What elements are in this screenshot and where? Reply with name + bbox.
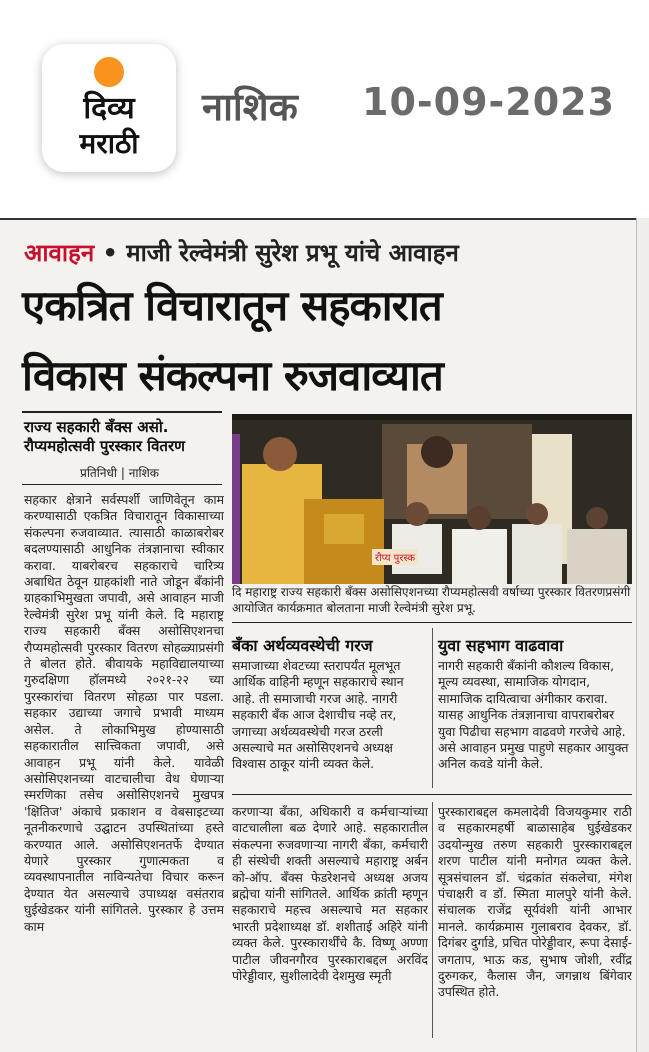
divya-marathi-logo	[42, 44, 176, 172]
body-column-2: करणाऱ्या बँका, अधिकारी व कर्मचाऱ्यांच्या वाटचालीला बळ देणारे आहे. सहकारातील संकल्पना रुजवणाऱ्या नागरी बँका, कर्मचारी ही संस्थेची शक्ती असल्याचे महाराष्ट्र अर्बन को-ऑप. बँक्स फेडरेशनचे अध्यक्ष अजय ब्रह्मेचा यांनी सांगितले. आर्थिक क्रांती म्हणून सहकाराचे महत्त्व असल्याचे मत सहकार भारती प्रदेशाध्यक्ष डॉ. शशीताई अहिरे यांनी व्यक्त केले. पुरस्कारार्थींचे कै. विष्णू अण्णा पाटील जीवनगौरव पुरस्काराबद्दल अरविंद पोरेड्डीवार, सुशीलादेवी देशमुख स्मृती	[232, 804, 428, 984]
subheading-1: बँका अर्थव्यवस्थेची गरज	[232, 636, 373, 655]
body-column-1: सहकार क्षेत्राने सर्वस्पर्शी जाणिवेतून काम करण्यासाठी एकत्रित विचारातून विकासाच्या संकल्पना रुजवाव्यात. त्यासाठी काळाबरोबर बदलण्यासाठी आधुनिक तंत्रज्ञानाचा स्वीकार करावा. याबरोबरच सहकाराचे चारित्र्य अबाधित ठेवून ग्राहकांशी नाते जोडून बँकांनी ग्राहकाभिमुखता जपावी, असे आवाहन माजी रेल्वेमंत्री सुरेश प्रभू यांनी केले. दि महाराष्ट्र राज्य सहकारी बँक्स असोसिएशनचा रौप्यमहोत्सवी पुरस्कार वितरण सोहळ्याप्रसंगी ते बोलत होते. बीवायके महाविद्यालयाच्या गुरुदक्षिणा हॉलमध्ये २०२१-२२ च्या पुरस्कारांचा वितरण सोहळा पार पडला. सहकार उद्याच्या जगाचे प्रभावी माध्यम असेल. ते लोकाभिमुख होण्यासाठी सहकारातील सात्त्विकता जपावी, असे आवाहन प्रभू यांनी केले. यावेळी असोसिएशनच्या वाटचालीचा वेध घेणाऱ्या स्मरणिका तसेच असोसिएशनचे मुखपत्र 'क्षितिज' अंकाचे प्रकाशन व वेबसाइटच्या नूतनीकरणाचे उद्घाटन उपस्थितांच्या हस्ते करण्यात आले. असोसिएशनतर्फे देण्यात येणारे पुरस्कार गुणात्मकता व व्यवस्थापनातील नाविन्यतेचा विचार करून देण्यात येत असल्याचे उपाध्यक्ष वसंतराव घुईखेडकर यांनी सांगितले. पुरस्कार हे उत्तम काम	[24, 492, 224, 934]
photo-caption: दि महाराष्ट्र राज्य सहकारी बँक्स असोसिएशनच्या रौप्यमहोत्सवी वर्षाच्या पुरस्कार वितरणप्रसंगी आयोजित कार्यक्रमात बोलताना माजी रेल्वेमंत्री सुरेश प्रभू.	[232, 585, 631, 615]
newspaper-clipping	[0, 218, 649, 1052]
divider	[232, 622, 632, 623]
divider	[232, 794, 632, 795]
logo-text-line2: मराठी	[79, 127, 139, 160]
divider	[22, 411, 222, 413]
edition-date: 10-09-2023	[362, 80, 616, 124]
clipping-header	[0, 0, 649, 218]
photo-illustration	[232, 414, 632, 584]
logo-text-line1: दिव्य	[83, 91, 135, 126]
column-separator	[432, 628, 433, 788]
headline-line-2: विकास संकल्पना रुजवाव्यात	[22, 351, 443, 400]
divider	[22, 484, 222, 485]
top-rule	[0, 218, 649, 220]
side-title: राज्य सहकारी बँक्स असो. रौप्यमहोत्सवी पुरस्कार वितरण	[24, 418, 185, 455]
byline: प्रतिनिधी | नाशिक	[80, 466, 159, 480]
subheading-2: युवा सहभाग वाढवावा	[438, 636, 564, 655]
subsection-2-text: नागरी सहकारी बँकांनी कौशल्य विकास, मूल्य व्यवस्था, सामाजिक योगदान, सामाजिक दायित्वाचा अंगीकार करावा. यासह आधुनिक तंत्रज्ञानाचा वापराबरोबर युवा पिढीचा सहभाग वाढवणे गरजेचे आहे. असे आवाहन प्रमुख पाहुणे सहकार आयुक्त अनिल कवडे यांनी केले.	[438, 658, 629, 772]
adjacent-article-edge	[636, 218, 649, 1052]
event-photo	[232, 414, 632, 584]
headline-line-1: एकत्रित विचारातून सहकारात	[22, 281, 442, 330]
kicker-text: • माजी रेल्वेमंत्री सुरेश प्रभू यांचे आवाहन	[102, 239, 459, 267]
body-column-3: पुरस्काराबद्दल कमलादेवी विजयकुमार राठी व सहकारमहर्षी बाळासाहेब घुईखेडकर उदयोन्मुख तरुण सहकारी पुरस्काराबद्दल शरण पाटील यांनी मनोगत व्यक्त केले. सूत्रसंचालन डॉ. चंद्रकांत संकलेचा, मंगेश पंचाक्षरी व डॉ. स्मिता मालपुरे यांनी केले. संचालक राजेंद्र सूर्यवंशी यांनी आभार मानले. कार्यक्रमास गुलाबराव देवकर, डॉ. दिगंबर दुर्गाडे, प्रचित पोरेड्डीवार, रूपा देसाई-जगताप, भाऊ कड, सुभाष जोशी, रवींद्र दुरुगकर, कैलास जैन, जगन्नाथ बिंगेवार उपस्थित होते.	[438, 804, 632, 1000]
subsection-1-text: समाजाच्या शेवटच्या स्तरापर्यंत मूलभूत आर्थिक वाहिनी म्हणून सहकाराचे स्थान आहे. ती समाजाची गरज आहे. नागरी सहकारी बँक आज देशाचीच नव्हे तर, जगाच्या अर्थव्यवस्थेची गरज ठरली असल्याचे मत असोसिएशनचे अध्यक्ष विश्वास ठाकूर यांनी व्यक्त केले.	[232, 658, 404, 772]
sun-icon	[94, 57, 124, 87]
photo-banner-text: रौप्य पुरस्क	[372, 549, 418, 565]
column-separator	[432, 802, 433, 1038]
edition-city: नाशिक	[202, 85, 298, 129]
kicker	[24, 236, 459, 269]
kicker-label: आवाहन	[24, 239, 95, 267]
